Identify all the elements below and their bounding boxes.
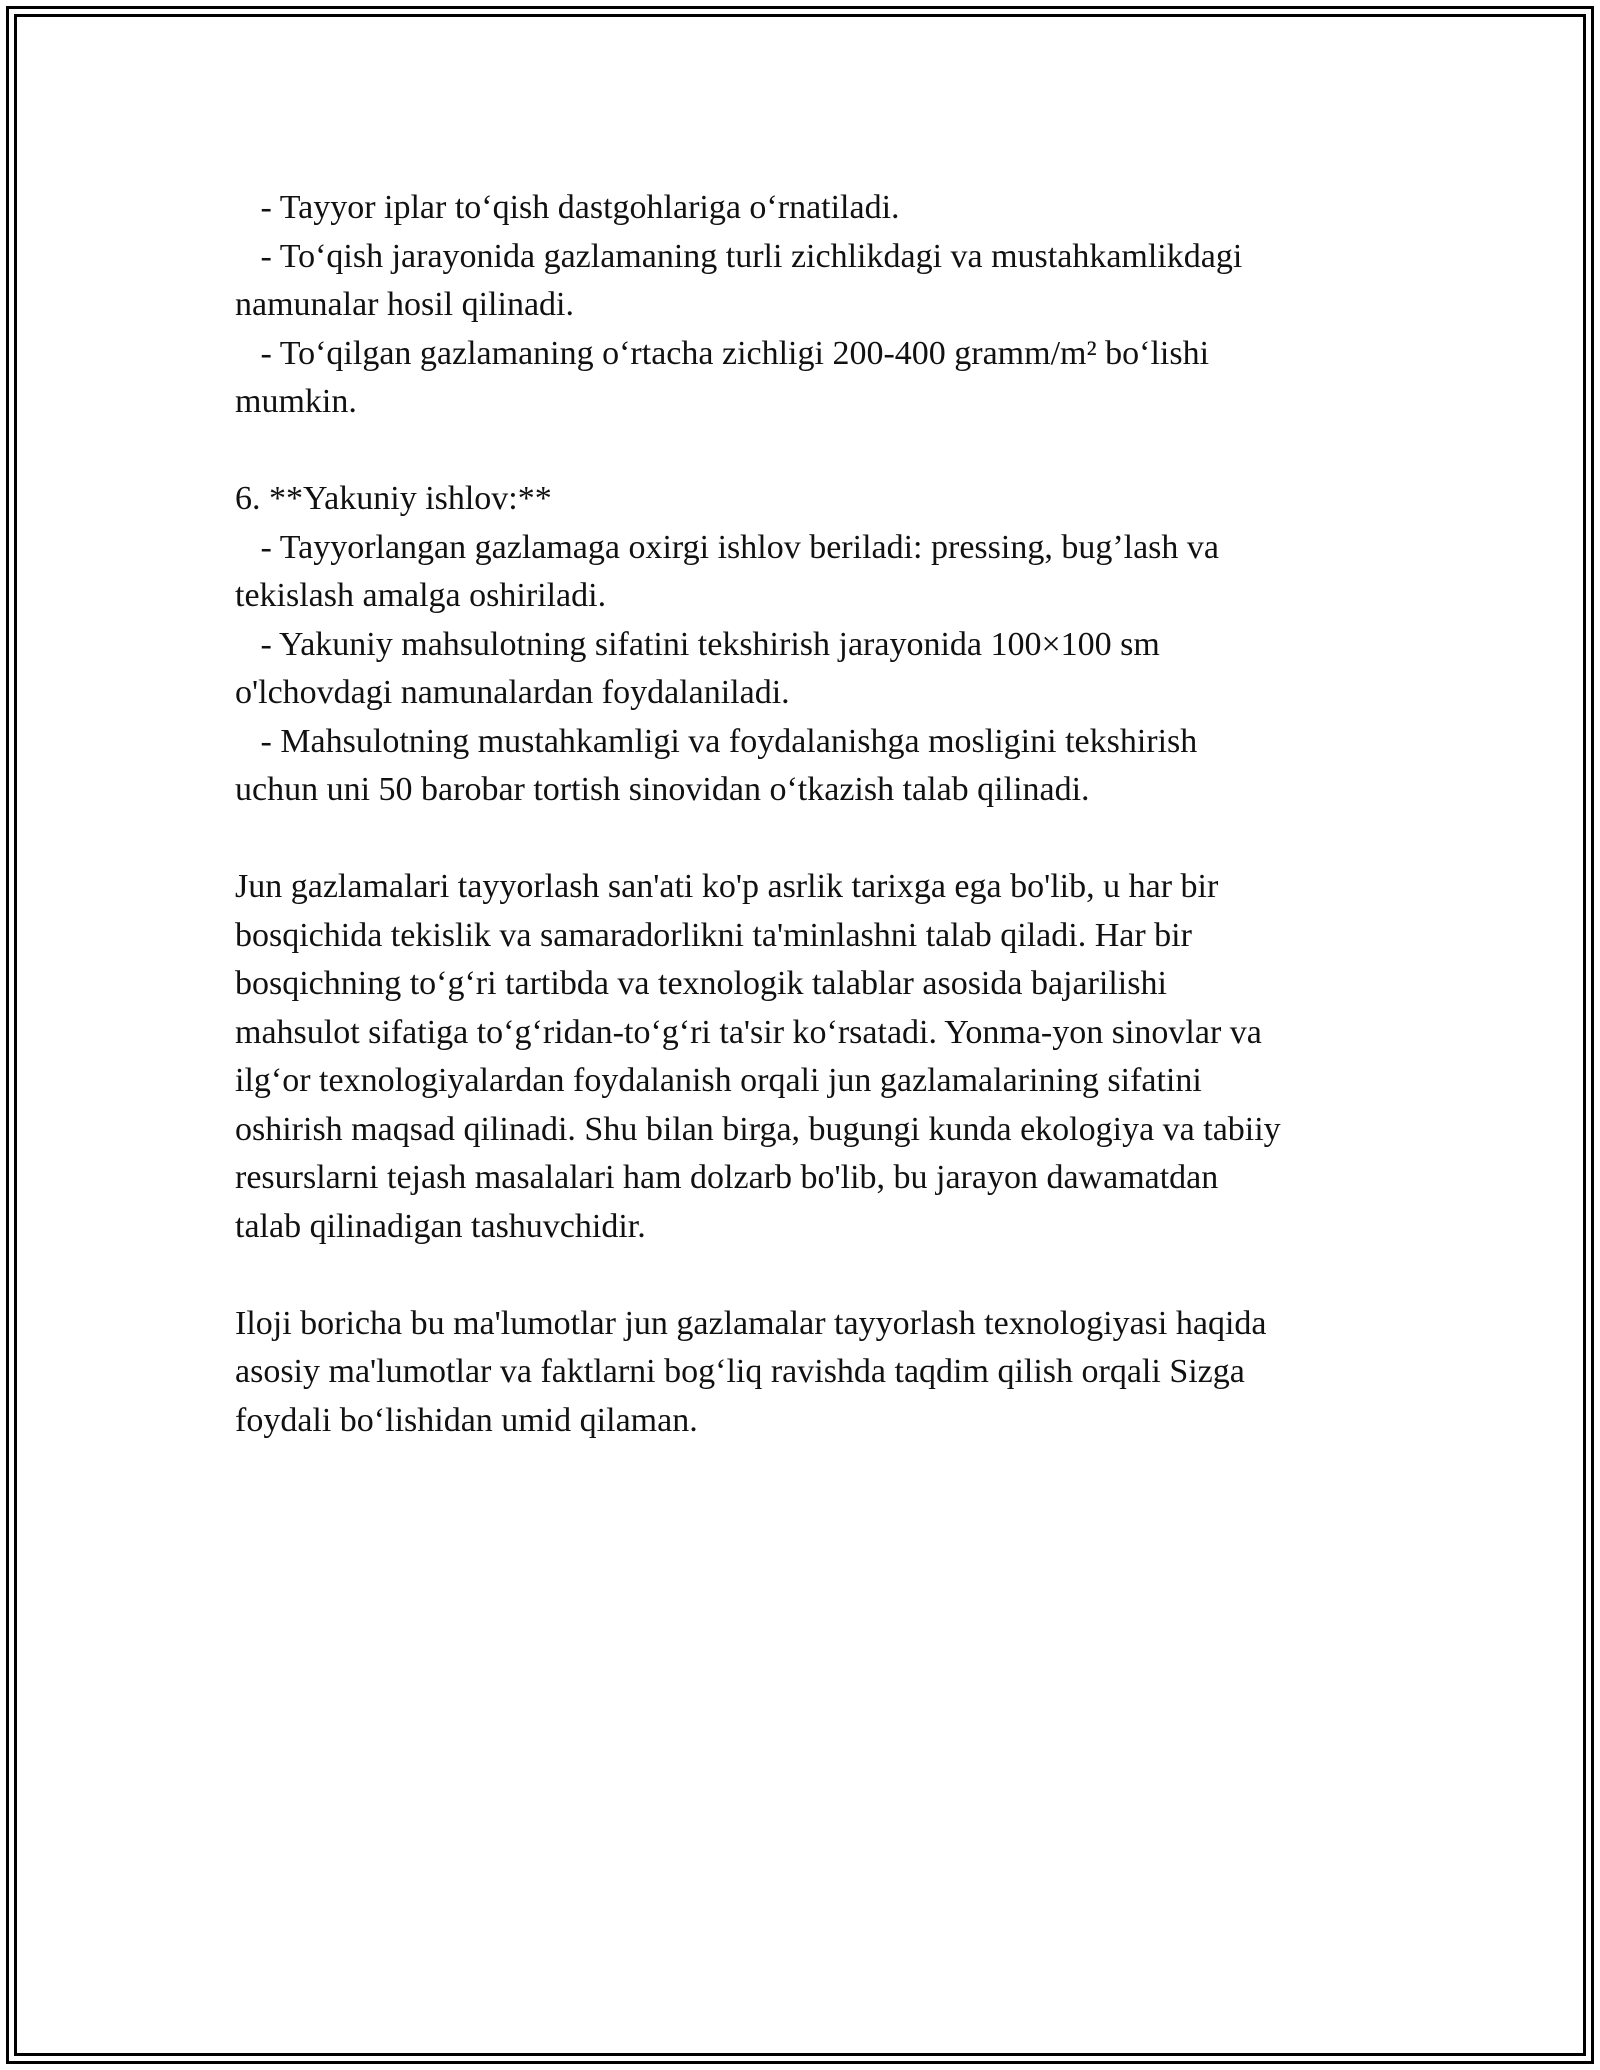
text-line: resurslarni tejash masalalari ham dolzarb bo'lib, bu jarayon dawamatdan (235, 1159, 1219, 1196)
text-line: - Toʻqish jarayonida gazlamaning turli zichlikdagi va mustahkamlikdagi (235, 237, 1243, 275)
text-line: mumkin. (235, 383, 357, 420)
paragraph-gap (235, 427, 1370, 476)
text-line: ilgʻor texnologiyalardan foydalanish orqali jun gazlamalarining sifatini (235, 1062, 1202, 1099)
text-line: Iloji boricha bu ma'lumotlar jun gazlamalar tayyorlash texnologiyasi haqida (235, 1304, 1267, 1342)
text-line: Jun gazlamalari tayyorlash san'ati ko'p asrlik tarixga ega bo'lib, u har bir (235, 868, 1219, 905)
text-line: - Toʻqilgan gazlamaning oʻrtacha zichligi 200-400 gramm/m² boʻlishi (235, 334, 1210, 372)
text-line: oshirish maqsad qilinadi. Shu bilan birga, bugungi kunda ekologiya va tabiiy (235, 1110, 1281, 1148)
conclusion-paragraph (235, 863, 1370, 1251)
paragraph-gap (235, 815, 1370, 864)
text-line: - Tayyor iplar toʻqish dastgohlariga oʻrnatiladi. (235, 189, 900, 226)
paragraph-gap (235, 1251, 1370, 1300)
closing-paragraph (235, 1300, 1370, 1446)
text-line: foydali boʻlishidan umid qilaman. (235, 1401, 698, 1439)
text-line: - Mahsulotning mustahkamligi va foydalanishga mosligini tekshirish (235, 722, 1198, 760)
final-processing-section (235, 475, 1370, 815)
text-line: uchun uni 50 barobar tortish sinovidan oʻtkazish talab qilinadi. (235, 771, 1090, 808)
text-line: o'lchovdagi namunalardan foydalaniladi. (235, 674, 790, 711)
text-line: bosqichning toʻgʻri tartibda va texnologik talablar asosida bajarilishi (235, 965, 1167, 1002)
text-line: asosiy ma'lumotlar va faktlarni bogʻliq ravishda taqdim qilish orqali Sizga (235, 1353, 1245, 1390)
weaving-bullets (235, 184, 1370, 427)
document-body (235, 184, 1370, 1445)
text-line: talab qilinadigan tashuvchidir. (235, 1207, 646, 1245)
text-line: mahsulot sifatiga toʻgʻridan-toʻgʻri ta'sir koʻrsatadi. Yonma-yon sinovlar va (235, 1013, 1262, 1051)
text-line: namunalar hosil qilinadi. (235, 286, 574, 323)
text-line: - Yakuniy mahsulotning sifatini tekshirish jarayonida 100×100 sm (235, 625, 1160, 663)
text-line: bosqichida tekislik va samaradorlikni ta'minlashni talab qiladi. Har bir (235, 916, 1192, 954)
text-line: - Tayyorlangan gazlamaga oxirgi ishlov beriladi: pressing, bug’lash va (235, 528, 1220, 566)
text-line: tekislash amalga oshiriladi. (235, 577, 607, 614)
section-heading: 6. **Yakuniy ishlov:** (235, 480, 552, 517)
